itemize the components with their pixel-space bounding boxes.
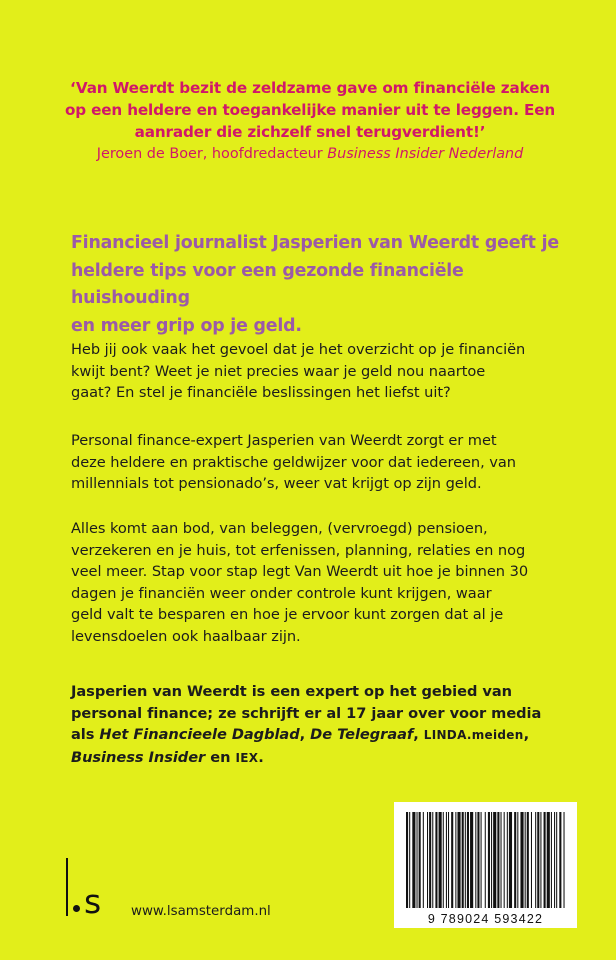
barcode-bar (531, 812, 532, 908)
barcode-bar (527, 812, 529, 908)
barcode-bar (497, 812, 499, 908)
media-name: IEX (235, 750, 259, 765)
intro-heading (71, 230, 571, 340)
paragraph-line: gaat? En stel je financiële beslissingen het liefst uit? (71, 384, 451, 401)
barcode-bar (481, 812, 482, 908)
bio-line: Business Insider en IEX. (71, 748, 264, 766)
barcode-bar (493, 812, 496, 908)
media-name: Business Insider (71, 748, 206, 766)
barcode-bar (419, 812, 421, 908)
paragraph-line: Heb jij ook vaak het gevoel dat je het overzicht op je financiën (71, 341, 526, 358)
barcode-bar (544, 812, 546, 908)
quote-line: op een heldere en toegankelijke manier uit te leggen. Een (64, 101, 556, 119)
barcode-bar (455, 812, 456, 908)
quote-text (50, 77, 570, 143)
attribution-publication: Business Insider Nederland (327, 146, 524, 162)
barcode-bar (451, 812, 453, 908)
barcode-bar (556, 812, 557, 908)
media-name: LINDA.meiden (423, 728, 524, 742)
barcode-bar (517, 812, 518, 908)
barcode-bar (467, 812, 469, 908)
paragraph-2 (71, 430, 581, 495)
bio-line: als Het Financieele Dagblad, De Telegraaf, LINDA.meiden, (71, 726, 530, 743)
barcode-bar (462, 812, 464, 908)
barcode-bar (537, 812, 539, 908)
barcode-bar (488, 812, 490, 908)
barcode-bar (559, 812, 561, 908)
barcode-bar (540, 812, 541, 908)
barcode-bar (501, 812, 502, 908)
barcode (394, 802, 577, 928)
barcode-bar (504, 812, 505, 908)
barcode-bar (406, 812, 408, 908)
paragraph-line: dagen je financiën weer onder controle kunt krijgen, waar (71, 584, 492, 602)
paragraph-line: geld valt te besparen en hoe je ervoor kunt zorgen dat al je (71, 606, 504, 623)
intro-line: Financieel journalist Jasperien van Weerdt geeft je (71, 233, 559, 253)
paragraph-1 (71, 339, 581, 404)
barcode-bar (491, 812, 492, 908)
paragraph-3 (71, 518, 581, 647)
quote-attribution: Jeroen de Boer, hoofdredacteur Business Insider Nederland (96, 146, 524, 162)
barcode-bar (446, 812, 447, 908)
paragraph-line: millennials tot pensionado’s, weer vat krijgt op zijn geld. (71, 475, 482, 492)
bio-line: Jasperien van Weerdt is een expert op het gebied van (71, 683, 512, 700)
barcode-bar (412, 812, 415, 908)
paragraph-line: levensdoelen ook haalbaar zijn. (71, 627, 301, 645)
barcode-bar (485, 812, 486, 908)
barcode-bar (547, 812, 550, 908)
paragraph-line: Personal finance-expert Jasperien van Weerdt zorgt er met (71, 432, 497, 449)
quote-line: aanrader die zichzelf snel terugverdient!’ (134, 123, 486, 141)
barcode-bar (507, 812, 508, 908)
paragraph-line: verzekeren en je huis, tot erfenissen, planning, relaties en nog (71, 541, 526, 559)
paragraph-line: Alles komt aan bod, van beleggen, (vervroegd) pensioen, (71, 520, 488, 537)
barcode-bar (509, 812, 512, 908)
publisher-website: www.lsamsterdam.nl (131, 904, 271, 919)
logo-dot (73, 905, 80, 912)
barcode-bar (439, 812, 442, 908)
barcode-bar (457, 812, 460, 908)
publisher-logo (66, 858, 116, 921)
paragraph-line: deze heldere en praktische geldwijzer voor dat iedereen, van (71, 453, 516, 471)
paragraph-line: kwijt bent? Weet je niet precies waar je geld nou naartoe (71, 362, 486, 380)
barcode-bar (514, 812, 516, 908)
author-bio (71, 681, 581, 769)
intro-line: en meer grip op je geld. (71, 315, 302, 336)
barcode-bar (477, 812, 479, 908)
barcode-bar (554, 812, 555, 908)
barcode-bar (564, 812, 565, 908)
barcode-bar (432, 812, 433, 908)
barcode-bar (429, 812, 431, 908)
barcode-bar (465, 812, 466, 908)
barcode-bar (427, 812, 428, 908)
barcode-bar (423, 812, 424, 908)
quote-line: ‘Van Weerdt bezit de zeldzame gave om financiële zaken (70, 79, 550, 97)
review-quote (50, 77, 570, 165)
barcode-bar (417, 812, 418, 908)
barcode-bar (525, 812, 526, 908)
bio-line: personal finance; ze schrijft er al 17 jaar over voor media (71, 704, 542, 722)
intro-line: heldere tips voor een gezonde financiële huishouding (71, 260, 464, 308)
media-name: De Telegraaf (310, 726, 414, 743)
barcode-bar (535, 812, 536, 908)
barcode-bar (443, 812, 444, 908)
barcode-bar (551, 812, 552, 908)
barcode-bars (404, 812, 567, 910)
barcode-bar (470, 812, 473, 908)
barcode-bar (448, 812, 449, 908)
barcode-bar (409, 812, 410, 908)
media-name: Het Financieele Dagblad (99, 726, 300, 743)
barcode-bar (520, 812, 523, 908)
barcode-bar (435, 812, 437, 908)
isbn-number: 9 789024 593422 (427, 912, 544, 926)
barcode-bar (475, 812, 476, 908)
paragraph-line: veel meer. Stap voor stap legt Van Weerdt uit hoe je binnen 30 (71, 563, 529, 580)
logo-letter: s (84, 882, 102, 921)
logo-bar (66, 858, 68, 916)
